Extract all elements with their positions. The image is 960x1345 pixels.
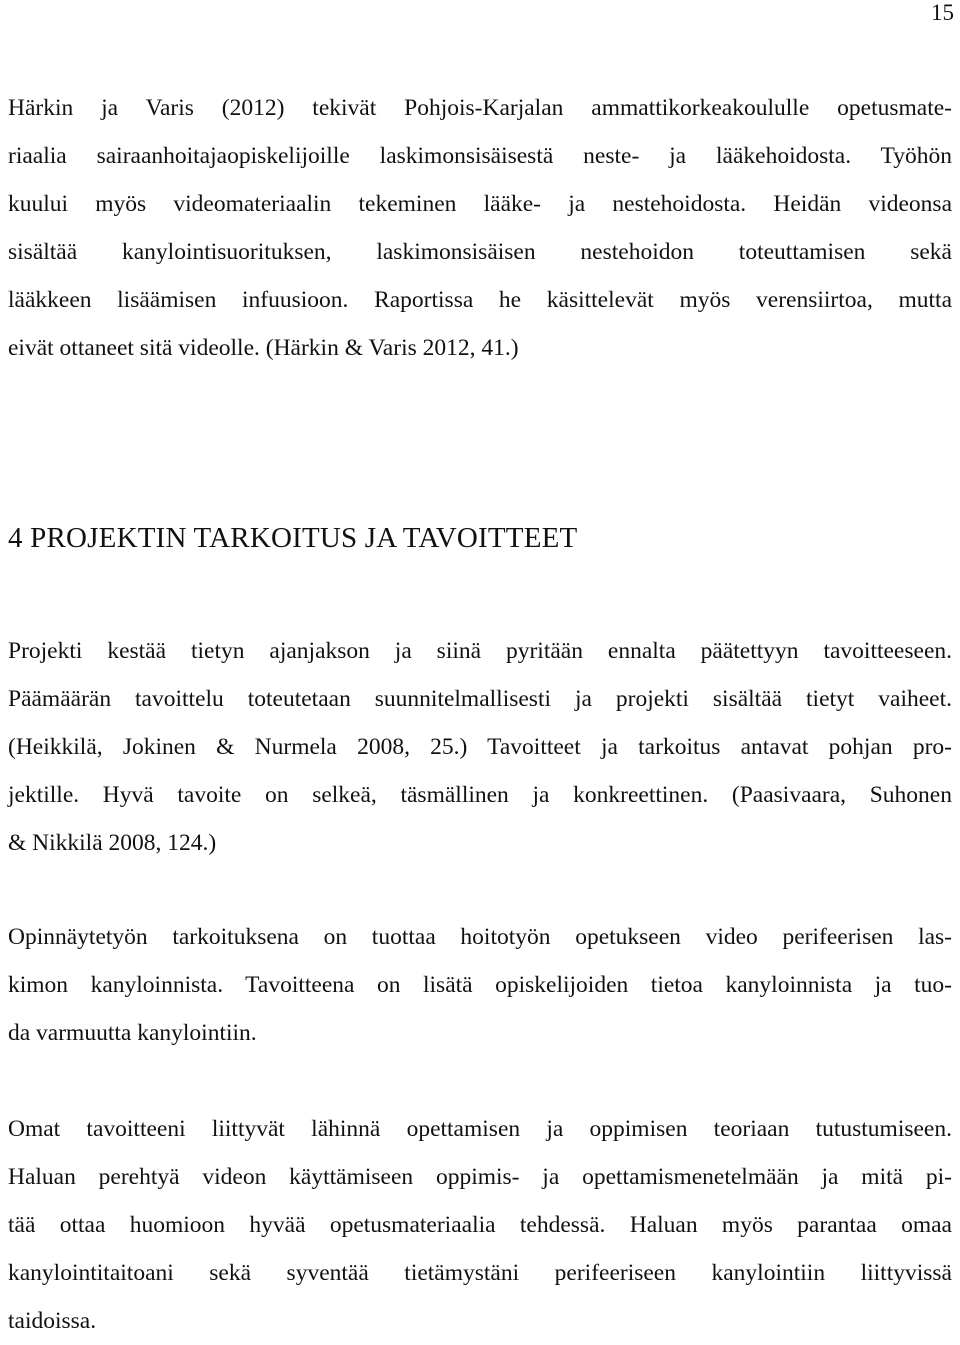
paragraph-personal-goals: [8, 1105, 952, 1345]
paragraph-project-definition: [8, 627, 952, 867]
text-line: da varmuutta kanylointiin.: [8, 1020, 257, 1046]
text-line: jektille. Hyvä tavoite on selkeä, täsmällinen ja konkreettinen. (Paasivaara, Suhonen: [8, 782, 952, 808]
text-line: Omat tavoitteeni liittyvät lähinnä opettamisen ja oppimisen teoriaan tutustumiseen.: [8, 1116, 952, 1142]
section-heading: 4 PROJEKTIN TARKOITUS JA TAVOITTEET: [8, 522, 578, 554]
text-line: tää ottaa huomioon hyvää opetusmateriaalia tehdessä. Haluan myös parantaa omaa: [8, 1212, 952, 1238]
text-line: lääkkeen lisäämisen infuusioon. Raportissa he käsittelevät myös verensiirtoa, mutta: [8, 287, 952, 313]
paragraph-related-work: [8, 84, 952, 372]
text-line: Haluan perehtyä videon käyttämiseen oppimis- ja opettamismenetelmään ja mitä pi-: [8, 1164, 952, 1190]
text-line: kimon kanyloinnista. Tavoitteena on lisätä opiskelijoiden tietoa kanyloinnista ja tuo-: [8, 972, 952, 998]
text-line: Opinnäytetyön tarkoituksena on tuottaa hoitotyön opetukseen video perifeerisen las-: [8, 924, 952, 950]
page-number: 15: [931, 0, 954, 25]
paragraph-thesis-purpose: [8, 913, 952, 1057]
text-line: taidoissa.: [8, 1308, 97, 1334]
text-line: Projekti kestää tietyn ajanjakson ja siinä pyritään ennalta päätettyyn tavoitteeseen.: [8, 638, 952, 664]
text-line: eivät ottaneet sitä videolle. (Härkin & Varis 2012, 41.): [8, 335, 519, 361]
text-line: Härkin ja Varis (2012) tekivät Pohjois-Karjalan ammattikorkeakoululle opetusmate-: [8, 95, 952, 121]
text-line: sisältää kanylointisuorituksen, laskimonsisäisen nestehoidon toteuttamisen sekä: [8, 239, 952, 265]
text-line: kanylointitaitoani sekä syventää tietämystäni perifeeriseen kanylointiin liittyvissä: [8, 1260, 952, 1286]
text-line: & Nikkilä 2008, 124.): [8, 830, 217, 856]
text-line: riaalia sairaanhoitajaopiskelijoille laskimonsisäisestä neste- ja lääkehoidosta. Työhön: [8, 143, 952, 169]
text-line: (Heikkilä, Jokinen & Nurmela 2008, 25.) Tavoitteet ja tarkoitus antavat pohjan pro-: [8, 734, 952, 760]
text-line: Päämäärän tavoittelu toteutetaan suunnitelmallisesti ja projekti sisältää tietyt vaiheet.: [8, 686, 952, 712]
text-line: kuului myös videomateriaalin tekeminen lääke- ja nestehoidosta. Heidän videonsa: [8, 191, 952, 217]
